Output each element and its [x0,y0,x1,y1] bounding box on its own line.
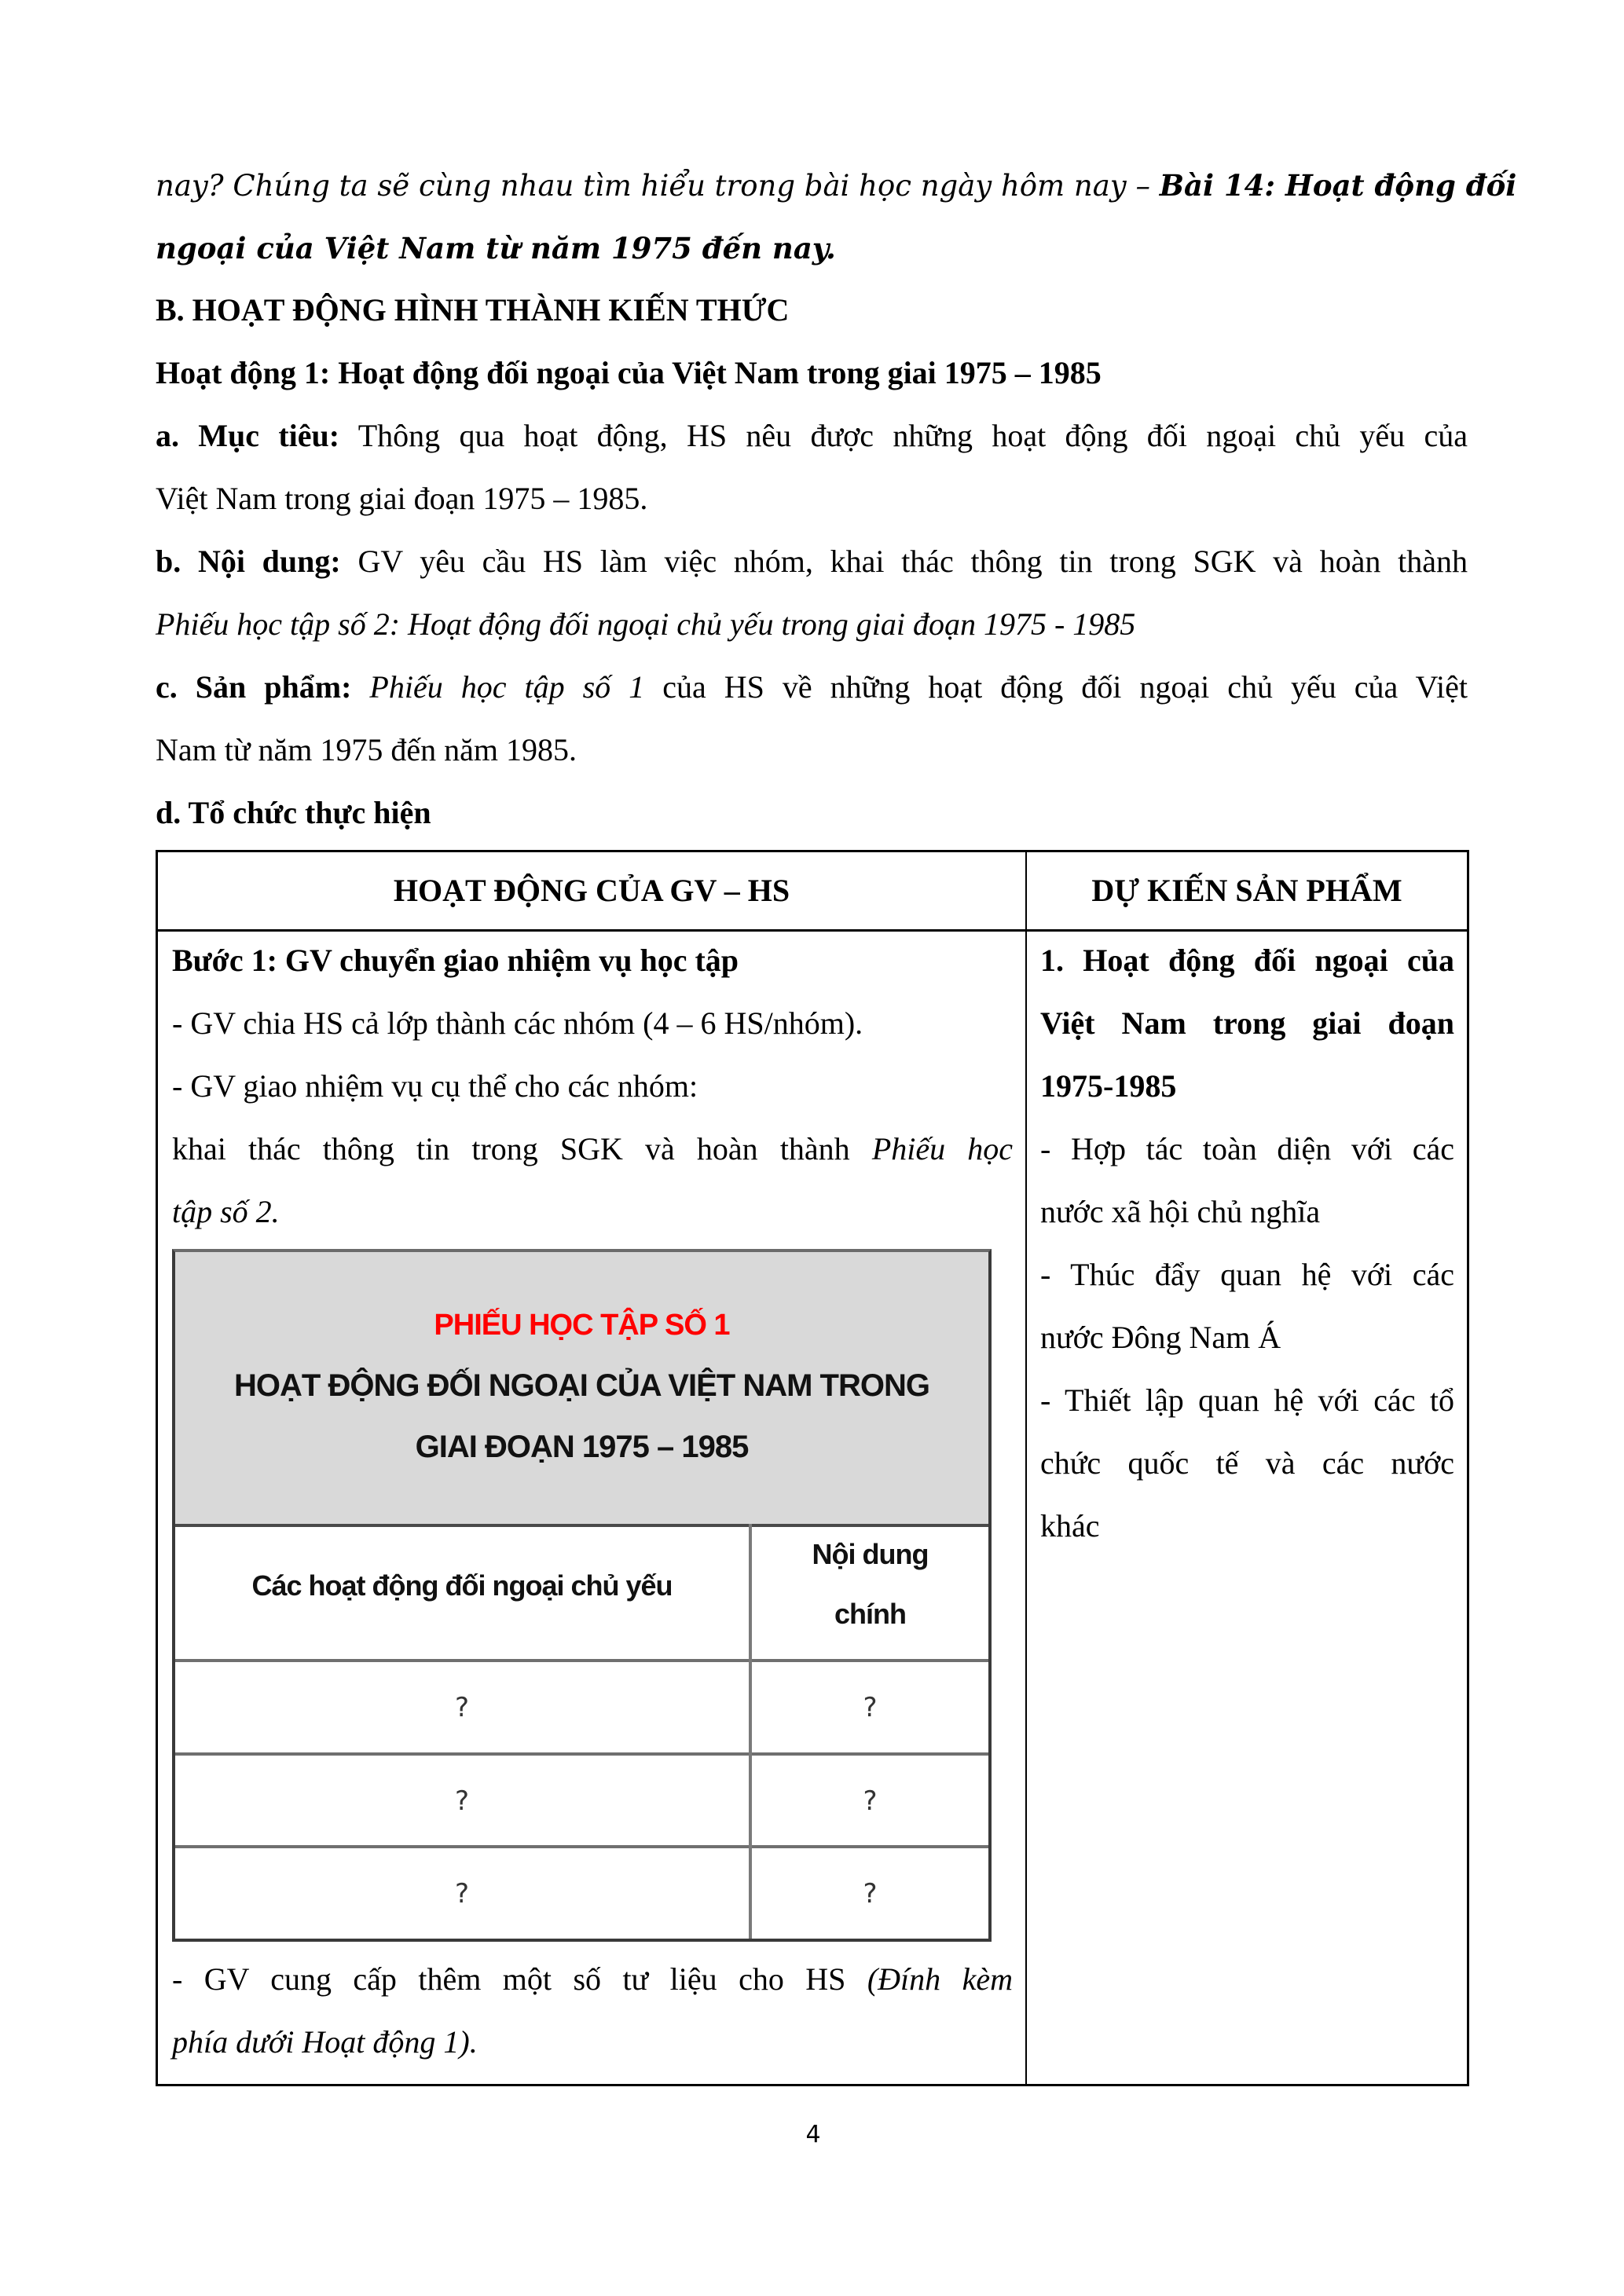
worksheet-row [175,1662,988,1756]
worksheet-title: PHIẾU HỌC TẬP SỐ 1 [434,1309,730,1342]
worksheet-header-row [175,1524,988,1662]
content-label: b. Nội dung: [156,544,341,579]
step-1-line-4-italic: tập số 2. [172,1194,280,1229]
table-header-row [158,852,1467,932]
worksheet-cell-placeholder: ? [863,1785,878,1817]
worksheet-col1-header: Các hoạt động đối ngoại chủ yếu [251,1569,673,1602]
worksheet-subtitle-line-1: HOẠT ĐỘNG ĐỐI NGOẠI CỦA VIỆT NAM TRONG [234,1368,929,1403]
product-item-line: - Thiết lập quan hệ với các tổ [1040,1382,1454,1418]
worksheet-reference: Phiếu học tập số 2: Hoạt động đối ngoại chủ yếu trong giai đoạn 1975 - 1985 [156,606,1136,642]
product-item-line: chức quốc tế và các nước [1040,1445,1454,1481]
product-item-line: - Hợp tác toàn diện với các [1040,1131,1454,1166]
materials-text: - GV cung cấp thêm một số tư liệu cho HS [172,1961,867,1997]
worksheet-subtitle-line-2: GIAI ĐOẠN 1975 – 1985 [415,1430,749,1464]
content-line-2 [156,593,1468,656]
lesson-title-part1: Bài 14: Hoạt động đối [1159,168,1517,203]
materials-line-1 [172,1948,1013,2011]
materials-italic: (Đính kèm [867,1961,1013,1997]
product-item-line: khác [1040,1508,1100,1543]
lesson-title-part2: ngoại của Việt Nam từ năm 1975 đến nay. [156,231,836,265]
product-text: của HS về những hoạt động đối ngoại chủ yếu của Việt [644,669,1468,705]
product-item-line: - Thúc đẩy quan hệ với các [1040,1257,1454,1292]
product-item-line: nước xã hội chủ nghĩa [1040,1194,1321,1229]
intro-line-2 [156,217,1468,280]
worksheet-col2-header-line-2: chính [834,1598,906,1630]
organization-label: d. Tổ chức thực hiện [156,795,431,830]
objective-label: a. Mục tiêu: [156,418,340,453]
worksheet-cell-placeholder: ? [454,1878,470,1910]
product-line-2: Nam từ năm 1975 đến năm 1985. [156,732,577,767]
product-italic: Phiếu học tập số 1 [351,669,645,705]
objective-line-1 [156,405,1468,467]
header-teacher-student: HOẠT ĐỘNG CỦA GV – HS [393,873,790,908]
worksheet-cell-placeholder: ? [454,1692,470,1723]
materials-italic-2: phía dưới Hoạt động 1). [172,2024,478,2060]
content-line-1 [156,530,1468,593]
step-1-title: Bước 1: GV chuyển giao nhiệm vụ học tập [172,943,739,978]
worksheet-col2-header-line-1: Nội dung [812,1538,929,1570]
intro-italic-text: nay? Chúng ta sẽ cùng nhau tìm hiểu trong bài học ngày hôm nay – [156,169,1160,203]
worksheet-row [175,1848,988,1939]
worksheet-cell-placeholder: ? [454,1785,470,1817]
product-title-line-3: 1975-1985 [1040,1068,1177,1104]
column-divider [1025,852,1027,2084]
objective-line-2: Việt Nam trong giai đoạn 1975 – 1985. [156,481,648,516]
step-1-line-3 [172,1118,1013,1181]
product-line-1 [156,656,1468,719]
step-1-line-3-italic: Phiếu học [871,1131,1013,1166]
step-1-line-1: - GV chia HS cả lớp thành các nhóm (4 – 6 HS/nhóm). [172,1005,863,1041]
worksheet-header [175,1252,988,1527]
header-expected-product: DỰ KIẾN SẢN PHẨM [1091,873,1402,908]
worksheet-cell-placeholder: ? [863,1692,878,1723]
product-item-line: nước Đông Nam Á [1040,1320,1281,1355]
worksheet-image [172,1249,992,1942]
worksheet-column-divider [749,1524,752,1939]
step-1-line-3-text: khai thác thông tin trong SGK và hoàn thành [172,1131,872,1166]
content-text: GV yêu cầu HS làm việc nhóm, khai thác thông tin trong SGK và hoàn thành [340,544,1468,579]
objective-text: Thông qua hoạt động, HS nêu được những hoạt động đối ngoại chủ yếu của [339,418,1468,453]
page-number: 4 [805,2121,821,2148]
activity-title: Hoạt động 1: Hoạt động đối ngoại của Việt Nam trong giai 1975 – 1985 [156,355,1102,390]
step-1-line-2: - GV giao nhiệm vụ cụ thể cho các nhóm: [172,1068,698,1104]
product-title-line-2: Việt Nam trong giai đoạn [1040,1005,1454,1041]
product-title-line-1: 1. Hoạt động đối ngoại của [1040,943,1454,978]
step-1-line-4 [172,1181,280,1243]
product-label: c. Sản phẩm: [156,669,352,705]
intro-line-1 [156,154,1517,217]
worksheet-row [175,1756,988,1848]
section-heading: B. HOẠT ĐỘNG HÌNH THÀNH KIẾN THỨC [156,292,790,328]
worksheet-cell-placeholder: ? [863,1878,878,1910]
materials-line-2 [172,2011,478,2074]
